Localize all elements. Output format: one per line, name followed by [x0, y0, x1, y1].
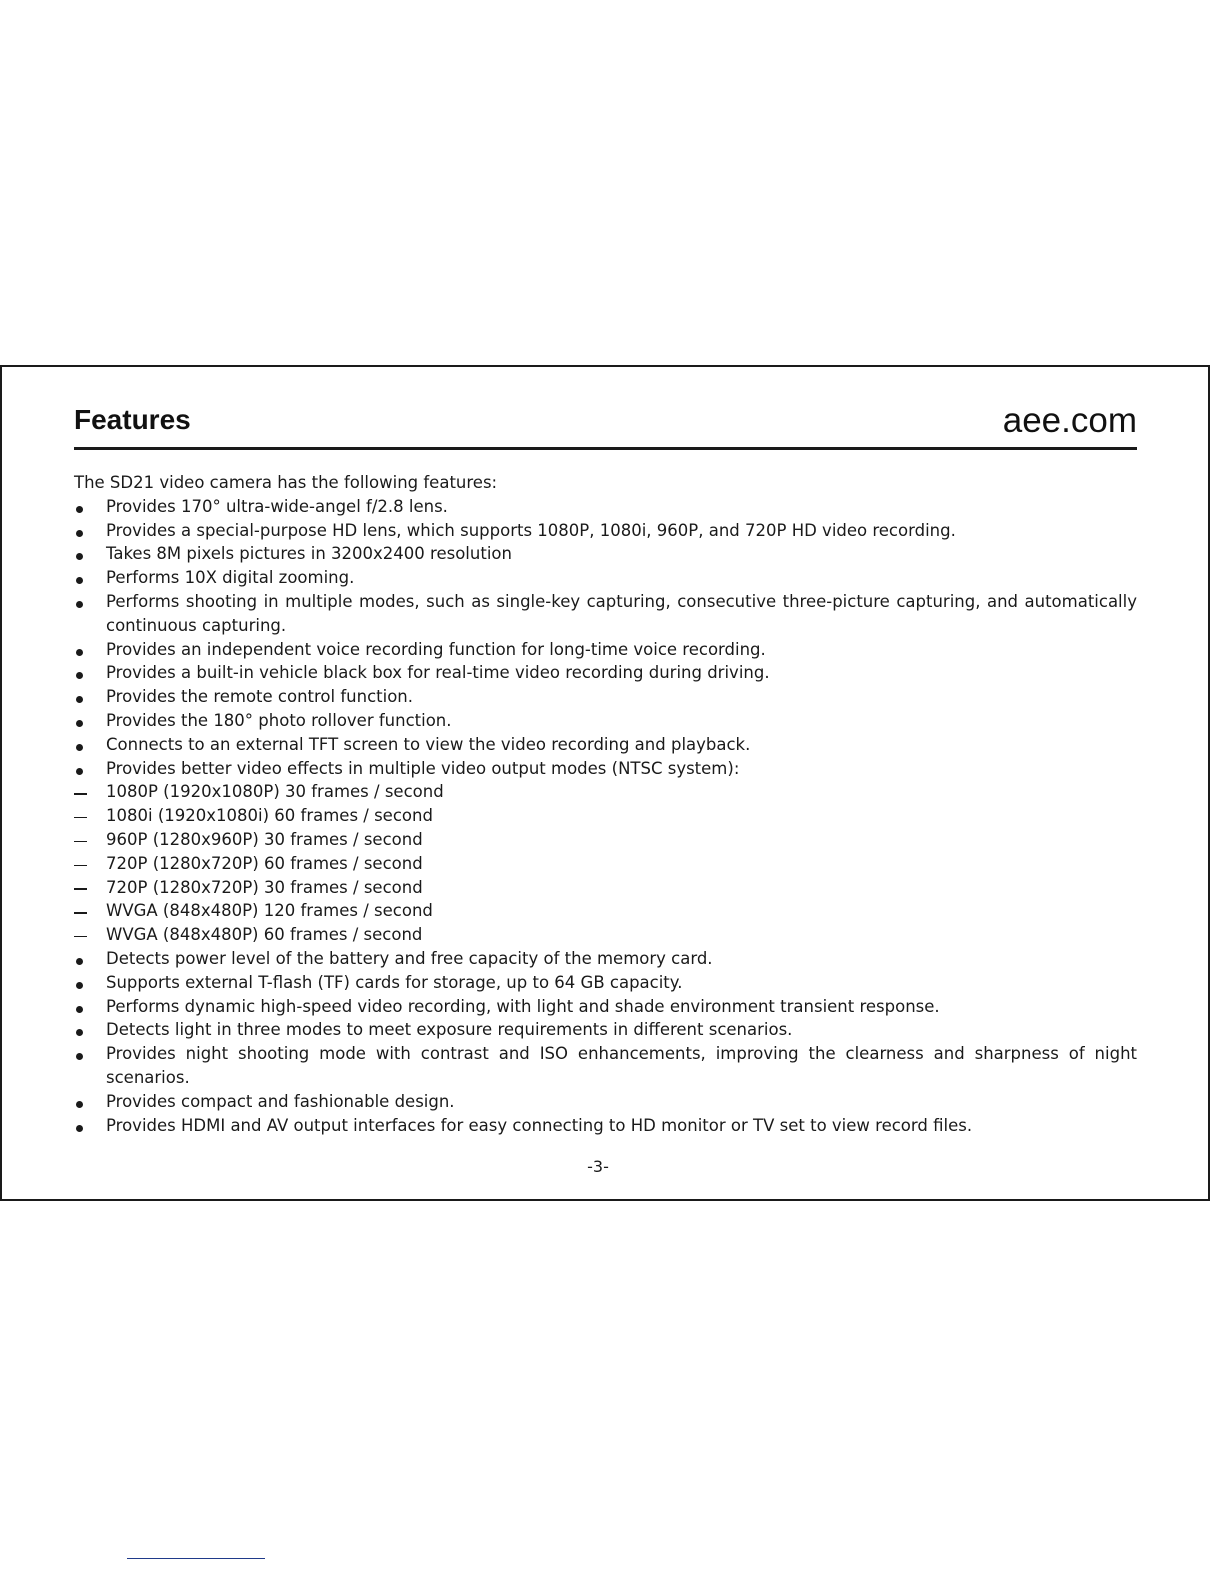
bullet-icon [76, 1029, 83, 1036]
feature-text: Performs shooting in multiple modes, such as single-key capturing, consecutive three-picture capturing, and automatically continuous capturing. [106, 591, 1137, 635]
bullet-marker [74, 566, 94, 590]
feature-text: Detects power level of the battery and free capacity of the memory card. [106, 948, 713, 968]
bullet-marker [74, 971, 94, 995]
page-header [74, 400, 1137, 450]
dash-icon [74, 936, 87, 938]
feature-text: Provides a built-in vehicle black box for real-time video recording during driving. [106, 663, 770, 683]
feature-text: Provides an independent voice recording function for long-time voice recording. [106, 639, 766, 659]
feature-text: Provides night shooting mode with contrast and ISO enhancements, improving the clearness and sharpness of night scenarios. [106, 1044, 1137, 1087]
dash-icon [74, 865, 87, 867]
dash-marker [74, 804, 94, 828]
bullet-marker [74, 995, 94, 1019]
feature-item [74, 542, 1137, 566]
sub-feature-item [74, 780, 1137, 804]
bullet-icon [76, 506, 83, 513]
sub-feature-item [74, 923, 1137, 947]
feature-item [74, 995, 1137, 1019]
bullet-marker [74, 661, 94, 685]
footer-underline [127, 1558, 265, 1559]
feature-text: 960P (1280x960P) 30 frames / second [106, 829, 423, 849]
feature-item [74, 1042, 1137, 1090]
feature-item [74, 661, 1137, 685]
dash-marker [74, 923, 94, 947]
bullet-marker [74, 519, 94, 543]
feature-text: Supports external T-flash (TF) cards for storage, up to 64 GB capacity. [106, 972, 683, 992]
feature-text: Provides 170° ultra-wide-angel f/2.8 lens. [106, 496, 448, 516]
bullet-icon [76, 577, 83, 584]
bullet-marker [74, 733, 94, 757]
dash-icon [74, 841, 87, 843]
dash-marker [74, 876, 94, 900]
feature-item [74, 709, 1137, 733]
dash-marker [74, 780, 94, 804]
feature-text: Provides better video effects in multiple video output modes (NTSC system): [106, 758, 740, 778]
bullet-marker [74, 495, 94, 519]
dash-icon [74, 817, 87, 819]
bullet-marker [74, 685, 94, 709]
feature-item [74, 947, 1137, 971]
feature-text: Provides HDMI and AV output interfaces for easy connecting to HD monitor or TV set to view record files. [106, 1115, 973, 1135]
feature-text: Detects light in three modes to meet exposure requirements in different scenarios. [106, 1020, 793, 1040]
bullet-marker [74, 757, 94, 781]
bullet-marker [74, 638, 94, 662]
dash-icon [74, 888, 87, 890]
feature-text: 1080i (1920x1080i) 60 frames / second [106, 806, 433, 826]
features-content [74, 471, 1137, 1137]
dash-marker [74, 852, 94, 876]
feature-text: Provides a special-purpose HD lens, which supports 1080P, 1080i, 960P, and 720P HD video recording. [106, 520, 956, 540]
section-title: Features [74, 404, 191, 435]
bullet-icon [76, 982, 83, 989]
feature-item [74, 590, 1137, 638]
feature-text: Provides compact and fashionable design. [106, 1091, 455, 1111]
feature-text: WVGA (848x480P) 120 frames / second [106, 901, 433, 921]
dash-marker [74, 899, 94, 923]
sub-feature-item [74, 804, 1137, 828]
feature-item [74, 566, 1137, 590]
sub-feature-item [74, 899, 1137, 923]
bullet-icon [76, 1053, 83, 1060]
feature-item [74, 638, 1137, 662]
feature-item [74, 1090, 1137, 1114]
bullet-icon [76, 1006, 83, 1013]
bullet-marker [74, 590, 94, 614]
feature-text: 1080P (1920x1080P) 30 frames / second [106, 782, 444, 802]
bullet-marker [74, 1042, 94, 1066]
feature-text: Connects to an external TFT screen to view the video recording and playback. [106, 734, 751, 754]
feature-text: Takes 8M pixels pictures in 3200x2400 resolution [106, 544, 512, 564]
bullet-icon [76, 744, 83, 751]
feature-item [74, 1114, 1137, 1138]
bullet-icon [76, 649, 83, 656]
bullet-icon [76, 696, 83, 703]
bullet-icon [76, 958, 83, 965]
site-name: aee.com [1002, 401, 1137, 440]
sub-feature-item [74, 876, 1137, 900]
bullet-icon [76, 553, 83, 560]
sub-feature-item [74, 852, 1137, 876]
feature-text: Performs 10X digital zooming. [106, 568, 355, 588]
bullet-icon [76, 768, 83, 775]
feature-item [74, 733, 1137, 757]
feature-text: 720P (1280x720P) 30 frames / second [106, 877, 423, 897]
feature-item [74, 495, 1137, 519]
page-number: -3- [587, 1157, 609, 1176]
dash-icon [74, 793, 87, 795]
feature-item [74, 971, 1137, 995]
feature-item [74, 685, 1137, 709]
dash-marker [74, 828, 94, 852]
feature-text: WVGA (848x480P) 60 frames / second [106, 925, 423, 945]
bullet-icon [76, 530, 83, 537]
bullet-icon [76, 672, 83, 679]
bullet-marker [74, 947, 94, 971]
bullet-icon [76, 1101, 83, 1108]
intro-text: The SD21 video camera has the following features: [74, 473, 498, 492]
feature-text: Provides the 180° photo rollover function. [106, 710, 452, 730]
bullet-icon [76, 720, 83, 727]
feature-text: Performs dynamic high-speed video recording, with light and shade environment transient response. [106, 996, 940, 1016]
bullet-icon [76, 1125, 83, 1132]
feature-text: 720P (1280x720P) 60 frames / second [106, 853, 423, 873]
feature-item [74, 1018, 1137, 1042]
bullet-marker [74, 709, 94, 733]
bullet-marker [74, 1090, 94, 1114]
bullet-marker [74, 542, 94, 566]
feature-list [74, 495, 1137, 1138]
bullet-icon [76, 601, 83, 608]
sub-feature-item [74, 828, 1137, 852]
feature-item [74, 757, 1137, 781]
dash-icon [74, 912, 87, 914]
bullet-marker [74, 1114, 94, 1138]
bullet-marker [74, 1018, 94, 1042]
feature-item [74, 519, 1137, 543]
feature-text: Provides the remote control function. [106, 687, 414, 707]
